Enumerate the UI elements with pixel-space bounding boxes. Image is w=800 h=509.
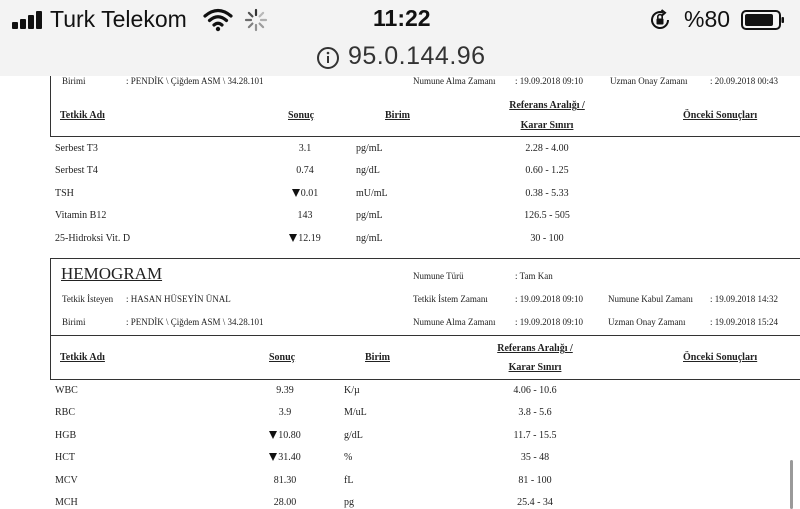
test-result: 12.19 [270, 233, 340, 245]
test-range: 126.5 - 505 [524, 210, 570, 221]
numune-turu-label: Numune Türü [413, 271, 464, 281]
test-result: 3.9 [278, 407, 292, 418]
header-bottom-border [50, 136, 800, 137]
test-unit: pg [344, 497, 354, 508]
battery-percentage: %80 [684, 6, 731, 32]
col-sonuc: Sonuç [269, 352, 296, 363]
test-name: Vitamin B12 [55, 210, 107, 221]
tetkik-istem-value: : 19.09.2018 09:10 [515, 294, 584, 304]
col-tetkik-adi: Tetkik Adı [60, 352, 105, 363]
test-range: 81 - 100 [518, 475, 552, 486]
birimi-label: Birimi [62, 76, 86, 86]
col-referans: Referans Aralığı / [509, 100, 585, 111]
col-birim: Birim [385, 110, 410, 121]
test-range: 4.06 - 10.6 [513, 385, 557, 396]
numune-alma-value: : 19.09.2018 09:10 [515, 76, 584, 86]
test-name: HGB [55, 430, 77, 441]
test-name: Serbest T3 [55, 143, 98, 154]
test-name: HCT [55, 452, 75, 463]
clock: 11:22 [373, 5, 431, 31]
test-result: 10.80 [250, 430, 320, 442]
test-result: 0.74 [296, 165, 314, 176]
hemogram-title: HEMOGRAM [61, 264, 163, 283]
col-onceki-sonuclari: Önceki Sonuçları [683, 352, 758, 363]
col-onceki-sonuclari: Önceki Sonuçları [683, 110, 758, 121]
browser-address-bar[interactable] [0, 42, 800, 76]
test-result: 143 [297, 210, 313, 221]
signal-strength-icon [12, 11, 44, 29]
test-name: TSH [55, 188, 74, 199]
test-unit: % [344, 452, 353, 463]
col-tetkik-adi: Tetkik Adı [60, 110, 105, 121]
header-left-border [50, 76, 51, 137]
tetkik-isteyen-label: Tetkik İsteyen [62, 294, 114, 304]
header-left-border [50, 336, 51, 380]
uzman-onay-label: Uzman Onay Zamanı [610, 76, 688, 86]
numune-turu-value: : Tam Kan [515, 271, 553, 281]
test-name: MCH [55, 497, 78, 508]
tetkik-isteyen-value: : HASAN HÜSEYİN ÜNAL [126, 294, 231, 304]
test-result: 31.40 [250, 452, 320, 464]
test-name: Serbest T4 [55, 165, 98, 176]
scroll-indicator[interactable] [790, 460, 793, 509]
rotation-lock-icon [648, 8, 672, 32]
numune-alma-label: Numune Alma Zamanı [413, 317, 496, 327]
url-text[interactable]: 95.0.144.96 [348, 42, 486, 70]
birimi-value: : PENDİK \ Çiğdem ASM \ 34.28.101 [126, 76, 264, 86]
test-name: 25-Hidroksi Vit. D [55, 233, 131, 244]
header-bottom-border [50, 379, 800, 380]
numune-kabul-label: Numune Kabul Zamanı [608, 294, 693, 304]
status-bar [0, 0, 800, 42]
test-range: 35 - 48 [520, 452, 550, 463]
tetkik-istem-label: Tetkik İstem Zamanı [413, 294, 488, 304]
test-unit: K/µ [344, 385, 360, 396]
test-unit: fL [344, 475, 354, 486]
test-range: 0.38 - 5.33 [525, 188, 569, 199]
low-flag-icon [269, 431, 277, 439]
test-range: 3.8 - 5.6 [518, 407, 552, 418]
col-referans: Referans Aralığı / [497, 343, 573, 354]
numune-kabul-value: : 19.09.2018 14:32 [710, 294, 779, 304]
low-flag-icon [289, 234, 297, 242]
test-unit: pg/mL [356, 210, 383, 221]
test-range: 30 - 100 [530, 233, 564, 244]
numune-alma-label: Numune Alma Zamanı [413, 76, 496, 86]
carrier-name: Turk Telekom [50, 6, 187, 32]
col-karar-siniri: Karar Sınırı [508, 362, 562, 373]
test-range: 2.28 - 4.00 [525, 143, 569, 154]
numune-alma-value: : 19.09.2018 09:10 [515, 317, 584, 327]
uzman-onay-value: : 19.09.2018 15:24 [710, 317, 779, 327]
test-result: 9.39 [276, 385, 294, 396]
test-range: 11.7 - 15.5 [513, 430, 557, 441]
test-unit: ng/mL [356, 233, 383, 244]
test-range: 0.60 - 1.25 [525, 165, 569, 176]
birimi-label: Birimi [62, 317, 86, 327]
info-icon[interactable] [316, 46, 340, 70]
wifi-icon [203, 8, 233, 32]
col-birim: Birim [365, 352, 390, 363]
col-karar-siniri: Karar Sınırı [520, 120, 574, 131]
test-unit: mU/mL [356, 188, 388, 199]
test-unit: ng/dL [356, 165, 380, 176]
col-sonuc: Sonuç [288, 110, 315, 121]
test-name: RBC [55, 407, 76, 418]
test-result: 3.1 [298, 143, 312, 154]
activity-spinner-icon [244, 8, 268, 32]
uzman-onay-value: : 20.09.2018 00:43 [710, 76, 779, 86]
uzman-onay-label: Uzman Onay Zamanı [608, 317, 686, 327]
low-flag-icon [269, 453, 277, 461]
test-result: 28.00 [273, 497, 297, 508]
low-flag-icon [292, 189, 300, 197]
test-unit: pg/mL [356, 143, 383, 154]
test-name: WBC [55, 385, 78, 396]
birimi-value: : PENDİK \ Çiğdem ASM \ 34.28.101 [126, 317, 264, 327]
battery-icon [741, 10, 785, 30]
test-result: 0.01 [270, 188, 340, 200]
test-result: 81.30 [273, 475, 297, 486]
test-range: 25.4 - 34 [517, 497, 553, 508]
test-name: MCV [55, 475, 78, 486]
test-unit: M/uL [344, 407, 367, 418]
test-unit: g/dL [344, 430, 363, 441]
